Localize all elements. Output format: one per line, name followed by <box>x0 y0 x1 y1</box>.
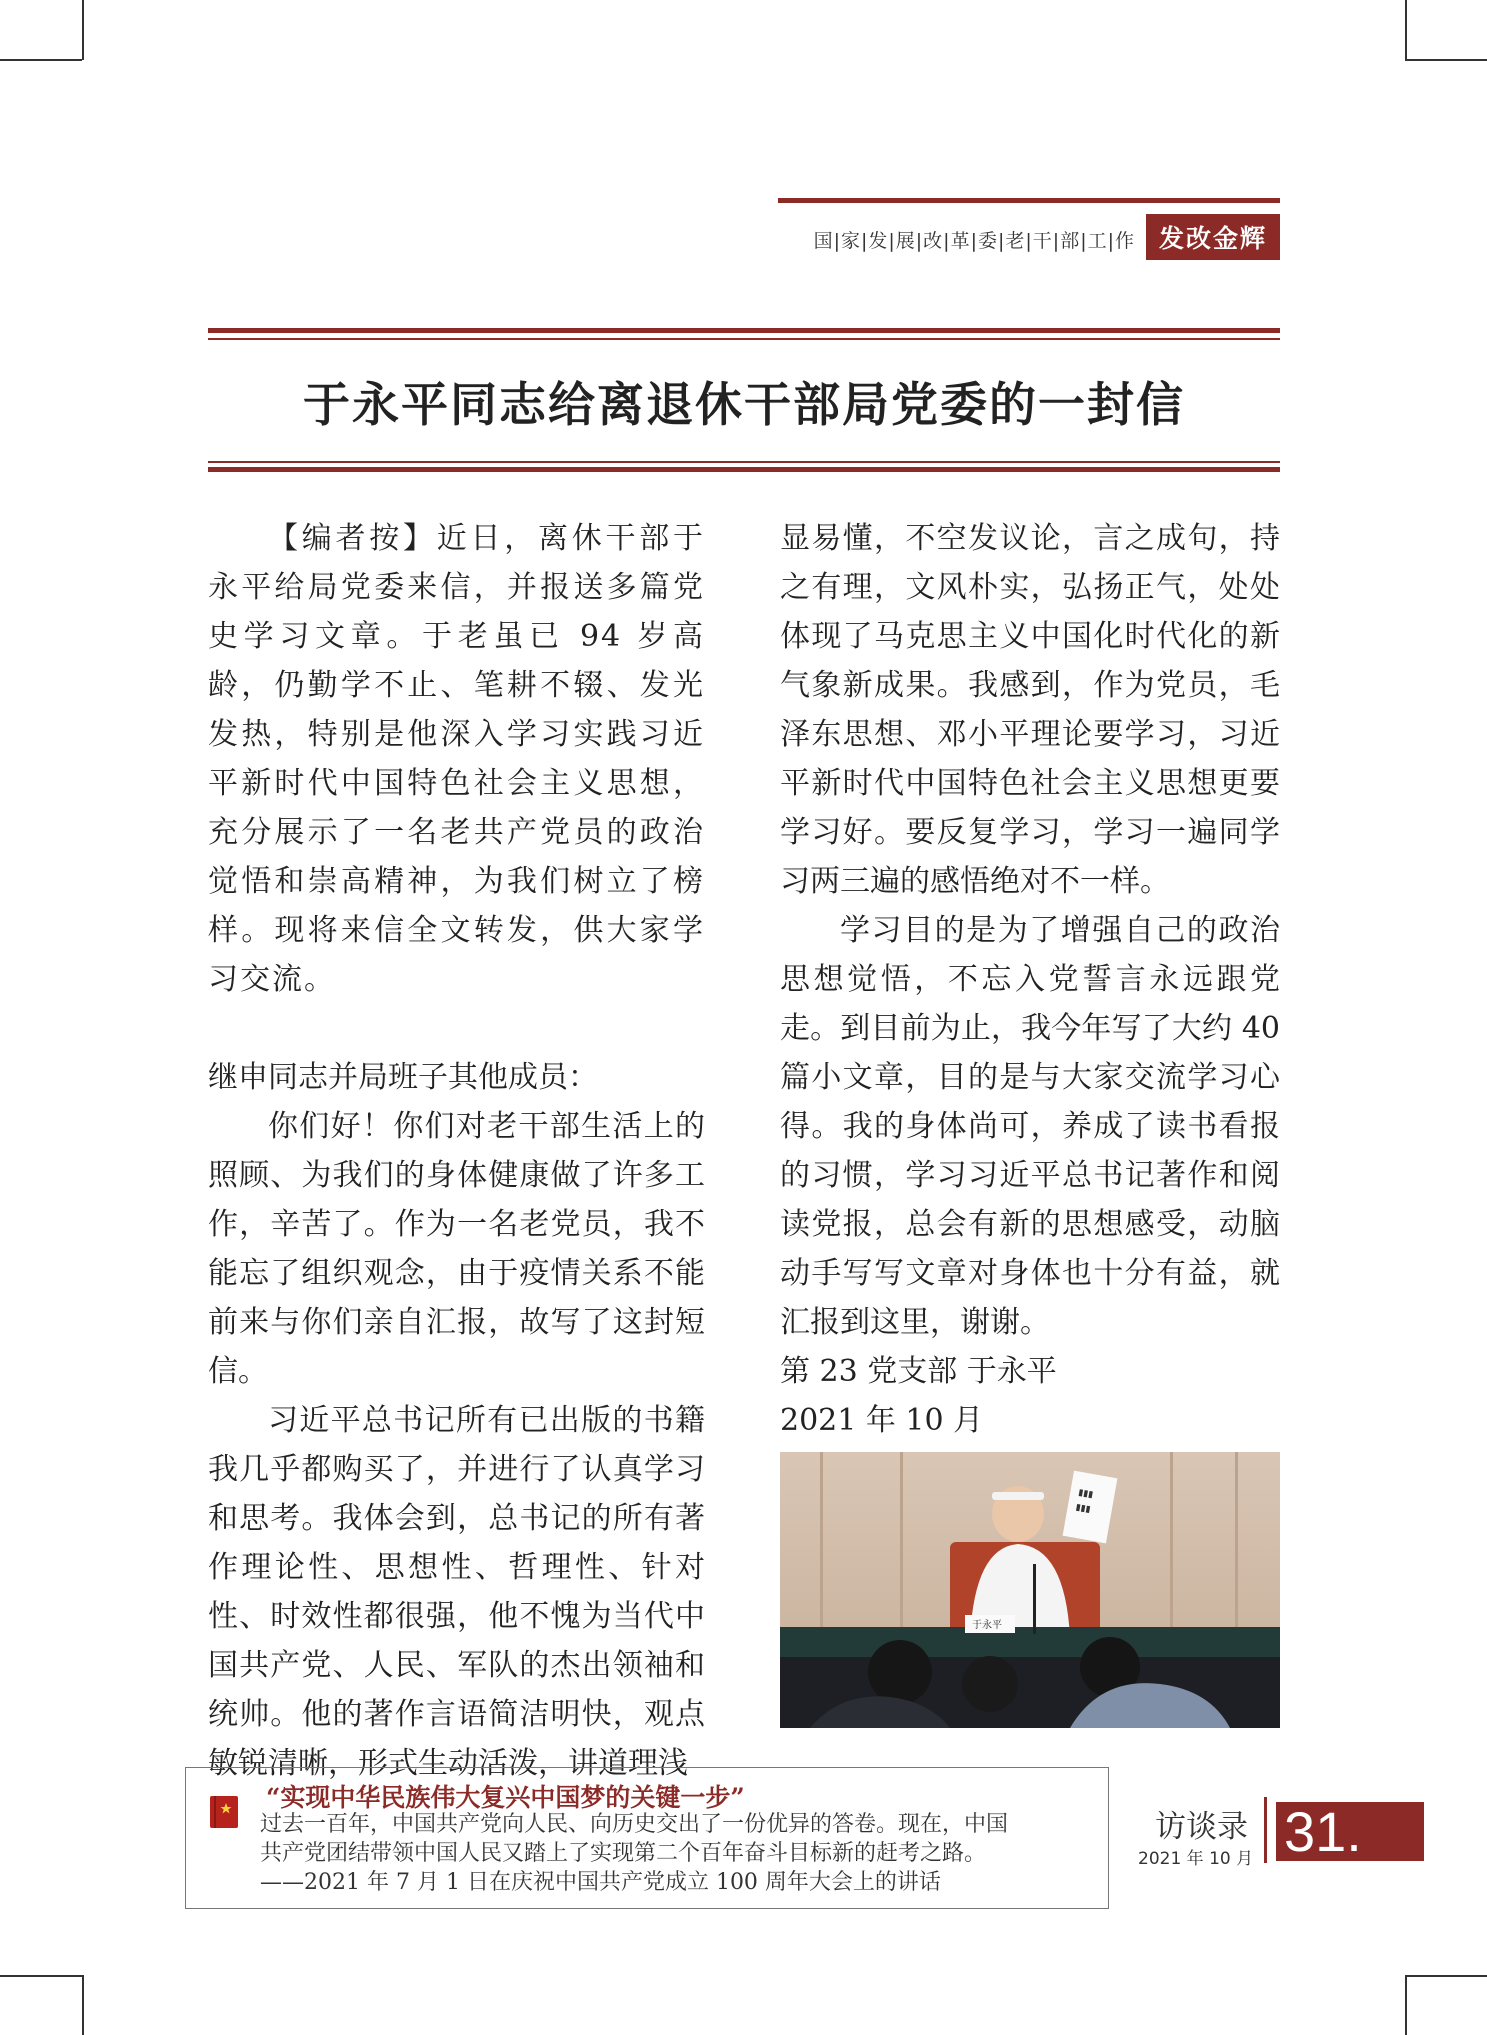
page-number: 31. <box>1276 1802 1424 1861</box>
letter-paragraph-2-continued: 显易懂，不空发议论，言之成句，持之有理，文风朴实，弘扬正气，处处体现了马克思主义中国化时代化的新气象新成果。我感到，作为党员，毛泽东思想、邓小平理论要学习，习近平新时代中国特色社会主义思想更要学习好。要反复学习，学习一遍同学习两三遍的感悟绝对不一样。 <box>780 521 1280 899</box>
title-rule-top-thin <box>208 338 1280 340</box>
crop-mark <box>1405 0 1407 60</box>
title-rule-bottom-thin <box>208 461 1280 463</box>
header-org-text: 国|家|发|展|改|革|委|老|干|部|工|作 <box>813 230 1135 252</box>
svg-text:▮▮▮: ▮▮▮ <box>1074 1502 1092 1516</box>
photo-speaker <box>780 1452 1280 1728</box>
article-title: 于永平同志给离退休干部局党委的一封信 <box>303 378 1185 433</box>
quote-body <box>260 1810 1090 1897</box>
left-column <box>208 514 705 1788</box>
footer-divider <box>1264 1797 1267 1863</box>
header-accent-line <box>778 198 1280 203</box>
letter-salutation: 继申同志并局班子其他成员： <box>208 1060 598 1095</box>
crop-mark <box>1405 59 1487 61</box>
footer-column-name: 访谈录 <box>1155 1809 1248 1845</box>
letter-date: 2021 年 10 月 <box>780 1403 984 1438</box>
crop-mark <box>0 59 82 61</box>
title-rule-bottom-thick <box>208 467 1280 472</box>
footer-issue-date: 2021 年 10 月 <box>1138 1849 1254 1869</box>
svg-text:▮▮▮: ▮▮▮ <box>1077 1487 1094 1501</box>
letter-paragraph-3: 学习目的是为了增强自己的政治思想觉悟，不忘入党誓言永远跟党走。到目前为止，我今年写了大约 40 篇小文章，目的是与大家交流学习心得。我的身体尚可，养成了读书看报的习惯，学习习近平总书记著作和阅读党报，总会有新的思想感受，动脑动手写写文章对身体也十分有益，就汇报到这里，谢谢。 <box>780 913 1280 1340</box>
book-icon <box>208 1794 242 1830</box>
crop-mark <box>0 1975 82 1977</box>
header-badge: 发改金辉 <box>1146 214 1280 260</box>
crop-mark <box>1405 1975 1407 2035</box>
crop-mark <box>1405 1975 1487 1977</box>
quote-box <box>185 1767 1109 1909</box>
letter-paragraph-2: 习近平总书记所有已出版的书籍我几乎都购买了，并进行了认真学习和思考。我体会到，总书记的所有著作理论性、思想性、哲理性、针对性、时效性都很强，他不愧为当代中国共产党、人民、军队的杰出领袖和统帅。他的著作言语简洁明快，观点敏锐清晰，形式生动活泼，讲道理浅 <box>208 1403 705 1781</box>
letter-signature: 第 23 党支部 于永平 <box>780 1354 1057 1389</box>
editor-note: 【编者按】近日，离休干部于永平给局党委来信，并报送多篇党史学习文章。于老虽已 94 岁高龄，仍勤学不止、笔耕不辍、发光发热，特别是他深入学习实践习近平新时代中国特色社会主义思想，充分展示了一名老共产党员的政治觉悟和崇高精神，为我们树立了榜样。现将来信全文转发，供大家学习交流。 <box>208 521 705 997</box>
right-column <box>780 514 1280 1445</box>
quote-source: ——2021 年 7 月 1 日在庆祝中国共产党成立 100 周年大会上的讲话 <box>260 1870 941 1895</box>
crop-mark <box>82 0 84 60</box>
photo-illustration <box>780 1452 1280 1728</box>
paragraph-gap <box>208 1004 705 1053</box>
nameplate-text: 于永平 <box>972 1620 1002 1631</box>
quote-title: “实现中华民族伟大复兴中国梦的关键一步” <box>266 1783 745 1812</box>
quote-line: 共产党团结带领中国人民又踏上了实现第二个百年奋斗目标新的赶考之路。 <box>260 1841 987 1866</box>
title-rule-top-thick <box>208 328 1280 333</box>
letter-paragraph-1: 你们好！你们对老干部生活上的照顾、为我们的身体健康做了许多工作，辛苦了。作为一名老党员，我不能忘了组织观念，由于疫情关系不能前来与你们亲自汇报，故写了这封短信。 <box>208 1109 705 1389</box>
crop-mark <box>82 1975 84 2035</box>
quote-line: 过去一百年，中国共产党向人民、向历史交出了一份优异的答卷。现在，中国 <box>260 1812 1009 1837</box>
